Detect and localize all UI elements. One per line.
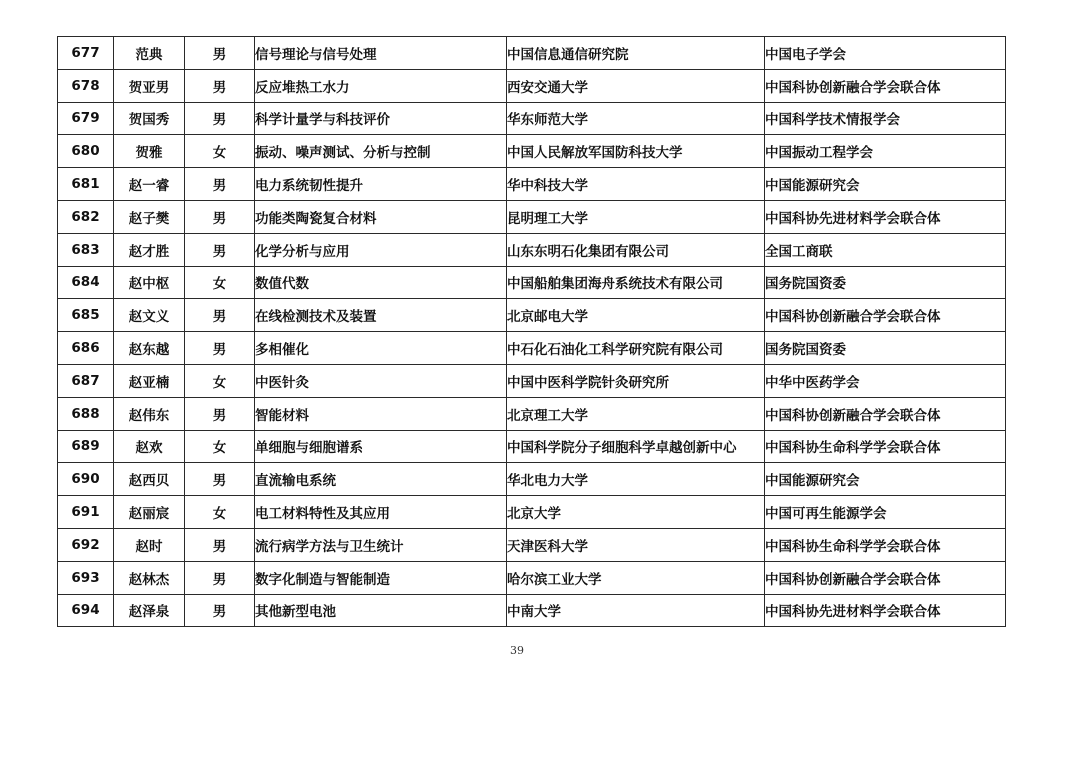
cell-work-unit: 北京邮电大学 xyxy=(507,299,765,332)
table-row xyxy=(58,430,1006,463)
cell-work-unit: 中国信息通信研究院 xyxy=(507,37,765,70)
cell-gender: 男 xyxy=(185,200,255,233)
page-number: 39 xyxy=(510,644,524,657)
cell-recommending-org: 中国科协先进材料学会联合体 xyxy=(765,200,1006,233)
cell-gender: 男 xyxy=(185,37,255,70)
cell-recommending-org: 中国能源研究会 xyxy=(765,463,1006,496)
cell-work-unit: 华中科技大学 xyxy=(507,168,765,201)
cell-number: 680 xyxy=(58,135,114,168)
cell-recommending-org: 中国科协创新融合学会联合体 xyxy=(765,397,1006,430)
cell-research-field: 化学分析与应用 xyxy=(255,233,507,266)
cell-name: 赵欢 xyxy=(114,430,185,463)
cell-research-field: 功能类陶瓷复合材料 xyxy=(255,200,507,233)
cell-research-field: 单细胞与细胞谱系 xyxy=(255,430,507,463)
cell-name: 赵林杰 xyxy=(114,561,185,594)
cell-number: 690 xyxy=(58,463,114,496)
table-row xyxy=(58,561,1006,594)
cell-name: 赵伟东 xyxy=(114,397,185,430)
cell-recommending-org: 全国工商联 xyxy=(765,233,1006,266)
cell-research-field: 数字化制造与智能制造 xyxy=(255,561,507,594)
cell-number: 683 xyxy=(58,233,114,266)
cell-number: 692 xyxy=(58,528,114,561)
cell-recommending-org: 中国科学技术情报学会 xyxy=(765,102,1006,135)
cell-number: 689 xyxy=(58,430,114,463)
cell-recommending-org: 中华中医药学会 xyxy=(765,364,1006,397)
table-row xyxy=(58,332,1006,365)
cell-research-field: 振动、噪声测试、分析与控制 xyxy=(255,135,507,168)
cell-work-unit: 北京大学 xyxy=(507,496,765,529)
table-row xyxy=(58,496,1006,529)
cell-recommending-org: 中国科协先进材料学会联合体 xyxy=(765,594,1006,627)
cell-work-unit: 中国中医科学院针灸研究所 xyxy=(507,364,765,397)
cell-name: 赵亚楠 xyxy=(114,364,185,397)
cell-recommending-org: 中国电子学会 xyxy=(765,37,1006,70)
cell-work-unit: 中国科学院分子细胞科学卓越创新中心 xyxy=(507,430,765,463)
cell-recommending-org: 中国可再生能源学会 xyxy=(765,496,1006,529)
cell-research-field: 在线检测技术及装置 xyxy=(255,299,507,332)
cell-name: 贺国秀 xyxy=(114,102,185,135)
cell-gender: 女 xyxy=(185,135,255,168)
cell-research-field: 反应堆热工水力 xyxy=(255,69,507,102)
cell-research-field: 其他新型电池 xyxy=(255,594,507,627)
cell-work-unit: 华北电力大学 xyxy=(507,463,765,496)
cell-work-unit: 中石化石油化工科学研究院有限公司 xyxy=(507,332,765,365)
cell-research-field: 直流输电系统 xyxy=(255,463,507,496)
table-row xyxy=(58,463,1006,496)
table-row xyxy=(58,528,1006,561)
cell-recommending-org: 中国科协创新融合学会联合体 xyxy=(765,299,1006,332)
cell-name: 赵才胜 xyxy=(114,233,185,266)
roster-table xyxy=(57,36,1006,627)
cell-name: 贺亚男 xyxy=(114,69,185,102)
cell-gender: 男 xyxy=(185,233,255,266)
cell-number: 684 xyxy=(58,266,114,299)
cell-number: 687 xyxy=(58,364,114,397)
cell-number: 685 xyxy=(58,299,114,332)
cell-gender: 男 xyxy=(185,561,255,594)
cell-gender: 女 xyxy=(185,364,255,397)
cell-name: 赵时 xyxy=(114,528,185,561)
cell-name: 赵中枢 xyxy=(114,266,185,299)
table-row xyxy=(58,200,1006,233)
cell-number: 691 xyxy=(58,496,114,529)
cell-number: 693 xyxy=(58,561,114,594)
table-row xyxy=(58,233,1006,266)
cell-work-unit: 哈尔滨工业大学 xyxy=(507,561,765,594)
cell-name: 赵一睿 xyxy=(114,168,185,201)
cell-research-field: 电工材料特性及其应用 xyxy=(255,496,507,529)
cell-recommending-org: 国务院国资委 xyxy=(765,266,1006,299)
cell-work-unit: 中国人民解放军国防科技大学 xyxy=(507,135,765,168)
cell-gender: 男 xyxy=(185,594,255,627)
cell-research-field: 信号理论与信号处理 xyxy=(255,37,507,70)
cell-name: 范典 xyxy=(114,37,185,70)
table-row xyxy=(58,364,1006,397)
cell-recommending-org: 中国能源研究会 xyxy=(765,168,1006,201)
cell-name: 赵泽泉 xyxy=(114,594,185,627)
cell-number: 686 xyxy=(58,332,114,365)
cell-work-unit: 中南大学 xyxy=(507,594,765,627)
cell-gender: 男 xyxy=(185,102,255,135)
cell-name: 赵文义 xyxy=(114,299,185,332)
roster-table-body xyxy=(58,37,1006,627)
cell-number: 694 xyxy=(58,594,114,627)
table-row xyxy=(58,102,1006,135)
table-row xyxy=(58,37,1006,70)
cell-work-unit: 中国船舶集团海舟系统技术有限公司 xyxy=(507,266,765,299)
cell-gender: 男 xyxy=(185,528,255,561)
cell-gender: 男 xyxy=(185,397,255,430)
table-row xyxy=(58,266,1006,299)
cell-number: 688 xyxy=(58,397,114,430)
cell-gender: 女 xyxy=(185,496,255,529)
cell-recommending-org: 国务院国资委 xyxy=(765,332,1006,365)
cell-research-field: 电力系统韧性提升 xyxy=(255,168,507,201)
cell-research-field: 流行病学方法与卫生统计 xyxy=(255,528,507,561)
cell-gender: 男 xyxy=(185,463,255,496)
cell-recommending-org: 中国科协生命科学学会联合体 xyxy=(765,528,1006,561)
cell-name: 赵子樊 xyxy=(114,200,185,233)
cell-name: 赵丽宸 xyxy=(114,496,185,529)
cell-number: 682 xyxy=(58,200,114,233)
table-row xyxy=(58,69,1006,102)
cell-research-field: 多相催化 xyxy=(255,332,507,365)
table-row xyxy=(58,594,1006,627)
cell-work-unit: 西安交通大学 xyxy=(507,69,765,102)
cell-gender: 女 xyxy=(185,430,255,463)
cell-recommending-org: 中国科协创新融合学会联合体 xyxy=(765,561,1006,594)
cell-research-field: 智能材料 xyxy=(255,397,507,430)
cell-work-unit: 北京理工大学 xyxy=(507,397,765,430)
cell-gender: 男 xyxy=(185,299,255,332)
cell-gender: 男 xyxy=(185,332,255,365)
cell-research-field: 数值代数 xyxy=(255,266,507,299)
cell-research-field: 中医针灸 xyxy=(255,364,507,397)
table-row xyxy=(58,135,1006,168)
cell-recommending-org: 中国振动工程学会 xyxy=(765,135,1006,168)
cell-research-field: 科学计量学与科技评价 xyxy=(255,102,507,135)
cell-name: 赵东越 xyxy=(114,332,185,365)
cell-recommending-org: 中国科协生命科学学会联合体 xyxy=(765,430,1006,463)
cell-work-unit: 华东师范大学 xyxy=(507,102,765,135)
cell-number: 681 xyxy=(58,168,114,201)
cell-name: 贺雅 xyxy=(114,135,185,168)
cell-number: 677 xyxy=(58,37,114,70)
cell-recommending-org: 中国科协创新融合学会联合体 xyxy=(765,69,1006,102)
cell-work-unit: 天津医科大学 xyxy=(507,528,765,561)
cell-gender: 男 xyxy=(185,168,255,201)
cell-gender: 女 xyxy=(185,266,255,299)
cell-work-unit: 昆明理工大学 xyxy=(507,200,765,233)
table-row xyxy=(58,397,1006,430)
table-row xyxy=(58,168,1006,201)
table-row xyxy=(58,299,1006,332)
cell-number: 678 xyxy=(58,69,114,102)
cell-number: 679 xyxy=(58,102,114,135)
cell-gender: 男 xyxy=(185,69,255,102)
cell-work-unit: 山东东明石化集团有限公司 xyxy=(507,233,765,266)
cell-name: 赵西贝 xyxy=(114,463,185,496)
